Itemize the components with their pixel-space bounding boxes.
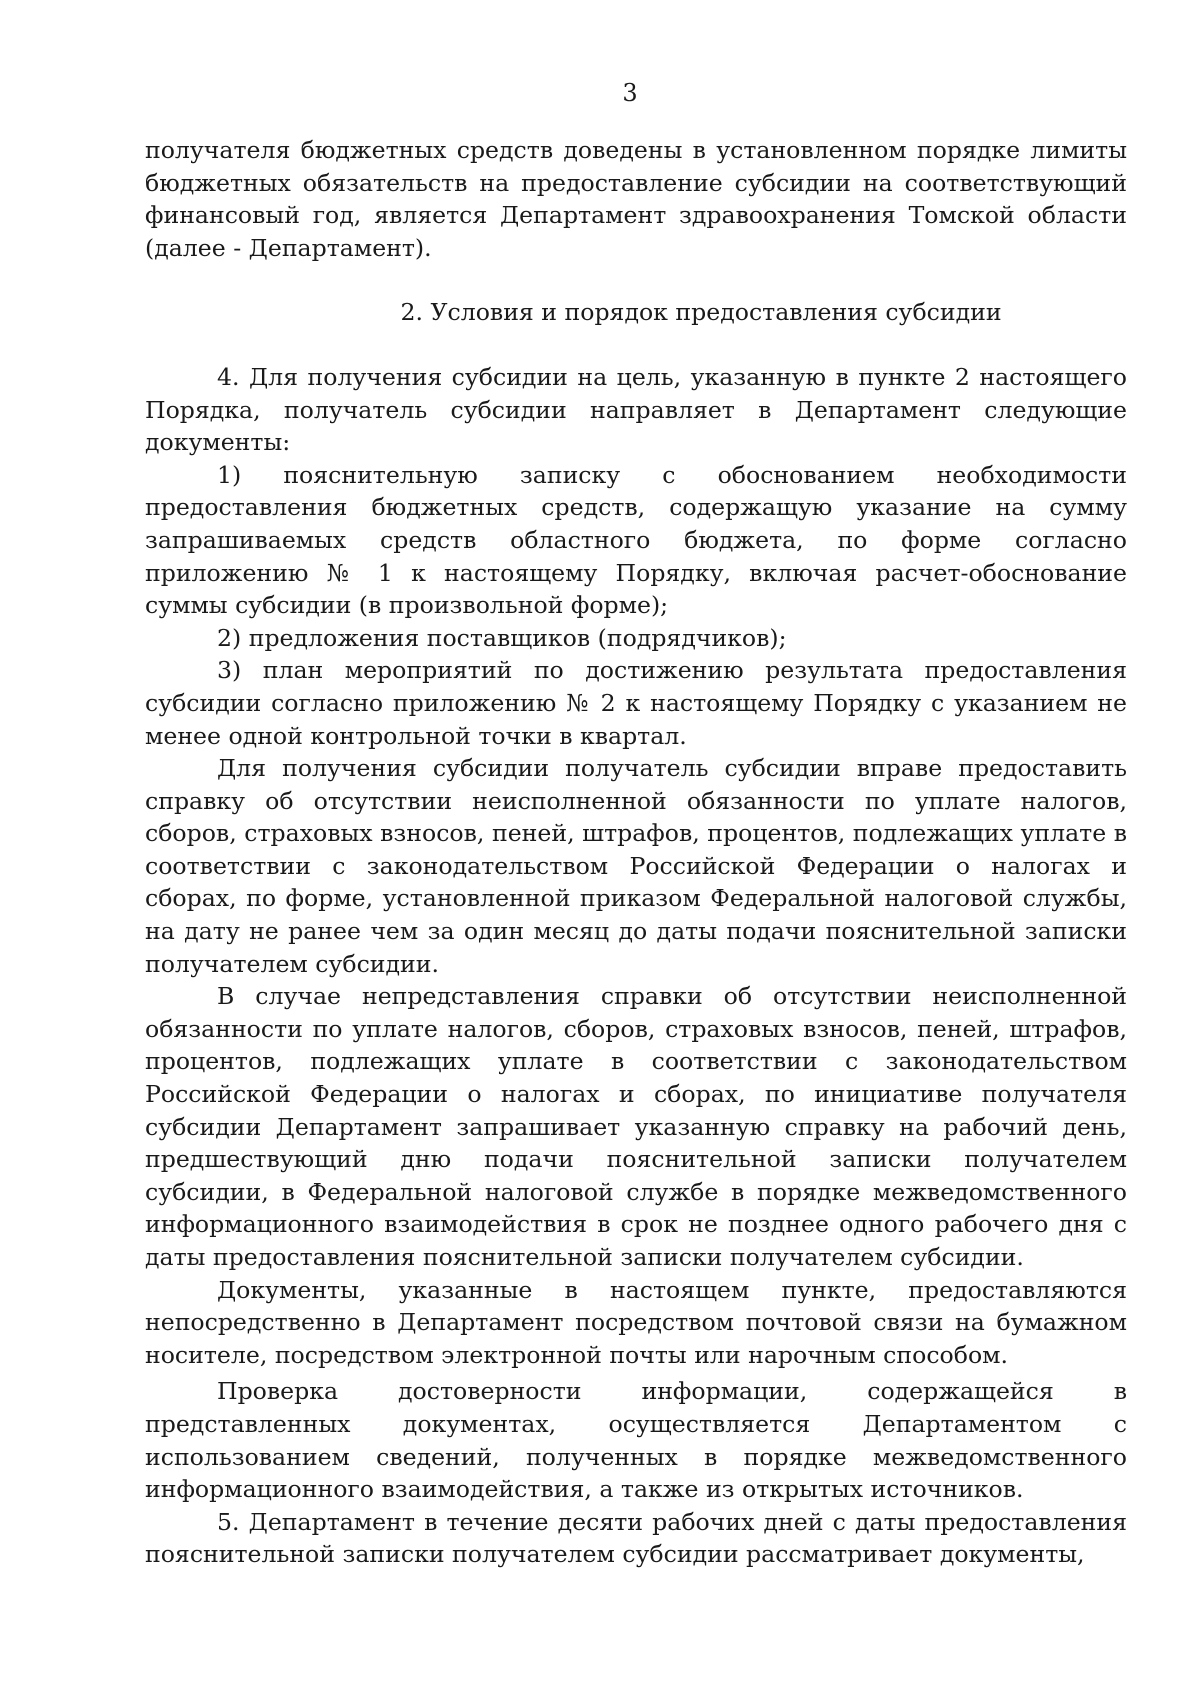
paragraph-verification: Проверка достоверности информации, содержащейся в представленных документах, осуществляется Департаментом с использованием сведений, полученных в порядке межведомственного информационного взаимодействия, а также из открытых источников. xyxy=(145,1377,1127,1504)
paragraph-continuation: получателя бюджетных средств доведены в установленном порядке лимиты бюджетных обязательств на предоставление субсидии на соответствующий финансовый год, является Департамент здравоохранения Томской области (далее - Департамент). xyxy=(145,136,1127,262)
paragraph-document-delivery: Документы, указанные в настоящем пункте, предоставляются непосредственно в Департамент посредством почтовой связи на бумажном носителе, посредством электронной почты или нарочным способом. xyxy=(145,1275,1127,1369)
paragraph-non-submission: В случае непредставления справки об отсутствии неисполненной обязанности по уплате налогов, сборов, страховых взносов, пеней, штрафов, процентов, подлежащих уплате в соответствии с законодательством Российской Федерации о налогах и сборах, по инициативе получателя субсидии Департамент запрашивает указанную справку на рабочий день, предшествующий дню подачи пояснительной записки получателем субсидии, в Федеральной налоговой службе в порядке межведомственного информационного взаимодействия в срок не позднее одного рабочего дня с даты предоставления пояснительной записки получателем субсидии. xyxy=(145,982,1127,1271)
list-item-1: 1) пояснительную записку с обоснованием необходимости предоставления бюджетных средств, содержащую указание на сумму запрашиваемых средств областного бюджета, по форме согласно приложению № 1 к настоящему Порядку, включая расчет-обоснование суммы субсидии (в произвольной форме); xyxy=(145,460,1127,620)
paragraph-item-5: 5. Департамент в течение десяти рабочих дней с даты предоставления пояснительной записки получателем субсидии рассматривает документы, xyxy=(145,1507,1127,1569)
list-item-2: 2) предложения поставщиков (подрядчиков); xyxy=(217,623,787,652)
section-heading: 2. Условия и порядок предоставления субсидии xyxy=(400,298,1002,327)
list-item-3: 3) план мероприятий по достижению результата предоставления субсидии согласно приложению № 2 к настоящему Порядку с указанием не менее одной контрольной точки в квартал. xyxy=(145,656,1127,750)
paragraph-tax-certificate: Для получения субсидии получатель субсидии вправе предоставить справку об отсутствии неисполненной обязанности по уплате налогов, сборов, страховых взносов, пеней, штрафов, процентов, подлежащих уплате в соответствии с законодательством Российской Федерации о налогах и сборах, по форме, установленной приказом Федеральной налоговой службы, на дату не ранее чем за один месяц до даты подачи пояснительной записки получателем субсидии. xyxy=(145,754,1127,978)
paragraph-item-4: 4. Для получения субсидии на цель, указанную в пункте 2 настоящего Порядка, получатель субсидии направляет в Департамент следующие документы: xyxy=(145,362,1127,457)
document-body xyxy=(145,134,1127,1571)
page-number: 3 xyxy=(622,79,638,107)
